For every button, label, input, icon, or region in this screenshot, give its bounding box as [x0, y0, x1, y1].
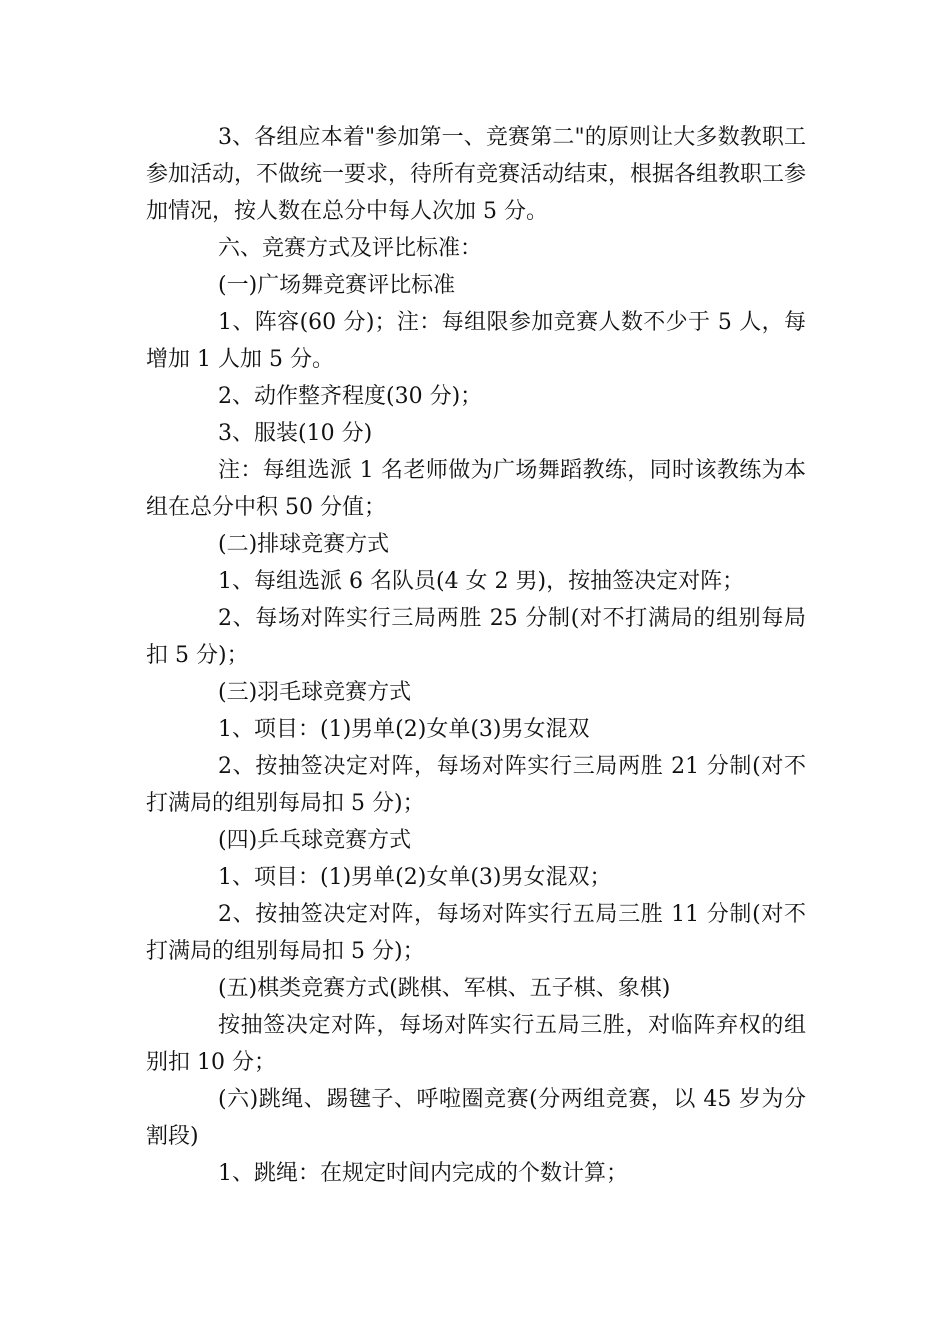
- paragraph-table-tennis-events: 1、项目：(1)男单(2)女单(3)男女混双；: [218, 865, 612, 890]
- paragraph-volleyball-scoring: 2、每场对阵实行三局两胜 25 分制(对不打满局的组别每局扣 5 分)；: [146, 606, 806, 668]
- paragraph-dance-uniformity: 2、动作整齐程度(30 分)；: [218, 384, 483, 409]
- paragraph-board-games-rules: 按抽签决定对阵，每场对阵实行五局三胜，对临阵弃权的组别扣 10 分；: [146, 1013, 806, 1075]
- paragraph-volleyball-team: 1、每组选派 6 名队员(4 女 2 男)，按抽签决定对阵；: [218, 569, 745, 594]
- subheading-volleyball: (二)排球竞赛方式: [218, 532, 390, 557]
- paragraph-dance-costume: 3、服装(10 分): [218, 421, 373, 446]
- subheading-table-tennis: (四)乒乓球竞赛方式: [218, 828, 412, 853]
- document-page: [146, 119, 806, 1192]
- subheading-badminton: (三)羽毛球竞赛方式: [218, 680, 412, 705]
- paragraph-badminton-events: 1、项目：(1)男单(2)女单(3)男女混双: [218, 717, 590, 742]
- subheading-board-games: (五)棋类竞赛方式(跳棋、军棋、五子棋、象棋): [218, 976, 671, 1001]
- paragraph-rope-skipping: 1、跳绳：在规定时间内完成的个数计算；: [218, 1161, 628, 1186]
- paragraph-dance-lineup: 1、阵容(60 分)；注：每组限参加竞赛人数不少于 5 人，每增加 1 人加 5 分。: [146, 310, 806, 372]
- section-heading-competition-rules: 六、竞赛方式及评比标准：: [218, 236, 483, 261]
- paragraph-participation-bonus: 3、各组应本着"参加第一、竞赛第二"的原则让大多数教职工参加活动，不做统一要求，待所有竞赛活动结束，根据各组教职工参加情况，按人数在总分中每人次加 5 分。: [146, 125, 807, 224]
- paragraph-badminton-scoring: 2、按抽签决定对阵，每场对阵实行三局两胜 21 分制(对不打满局的组别每局扣 5 分)；: [146, 754, 806, 816]
- paragraph-dance-coach-note: 注：每组选派 1 名老师做为广场舞蹈教练，同时该教练为本组在总分中积 50 分值；: [146, 458, 806, 520]
- paragraph-table-tennis-scoring: 2、按抽签决定对阵，每场对阵实行五局三胜 11 分制(对不打满局的组别每局扣 5 分)；: [146, 902, 806, 964]
- subheading-rope-shuttlecock-hoop: (六)跳绳、踢毽子、呼啦圈竞赛(分两组竞赛，以 45 岁为分割段): [146, 1087, 806, 1149]
- subheading-square-dance: (一)广场舞竞赛评比标准: [218, 273, 456, 298]
